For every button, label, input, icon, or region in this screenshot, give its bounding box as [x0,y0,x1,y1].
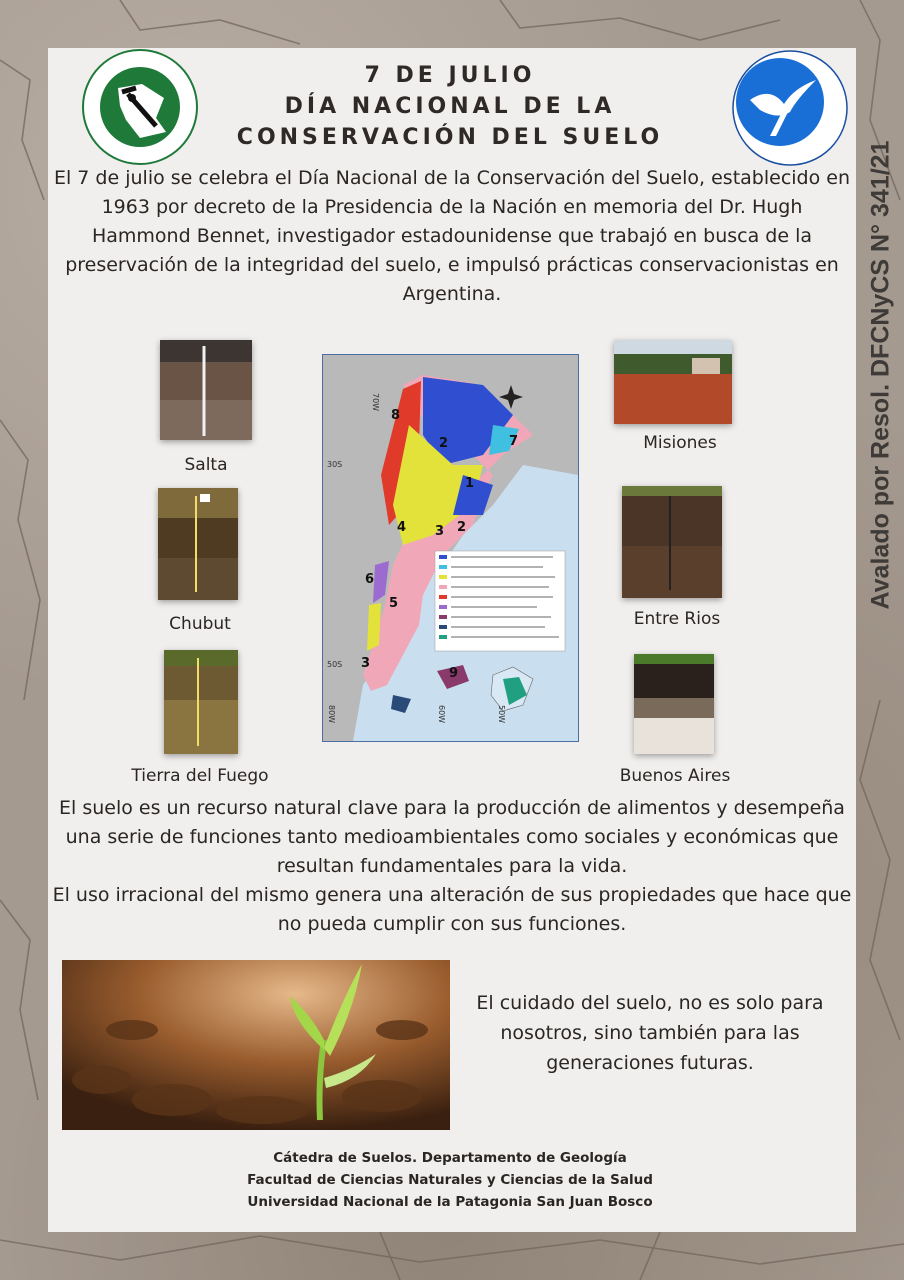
soil-photo-salta [160,340,252,440]
soil-photo-chubut [158,488,238,600]
side-label-text: Avalado por Resol. DFCNyCS N° 341/21 [866,140,895,610]
caption-salta: Salta [184,455,228,475]
map-region-5: 5 [389,596,399,611]
soil-photo-entre-rios [622,486,722,598]
map-lon-60w: 60W [437,705,446,724]
map-lat-50s: 50S [327,660,343,669]
map-region-2a: 2 [439,436,449,451]
body-paragraph [52,794,852,939]
soil-orders-map-image [323,355,578,741]
footer-line-2: Facultad de Ciencias Naturales y Ciencias de la Salud [247,1172,653,1188]
caption-buenos-aires: Buenos Aires [619,766,731,786]
map-region-9: 9 [449,666,459,681]
map-region-3b: 3 [361,656,371,671]
soil-photo-tierra-del-fuego [164,650,238,754]
title-line-3: CONSERVACIÓN DEL SUELO [236,125,664,150]
soil-profile-image [634,654,714,754]
map-region-3a: 3 [435,524,445,539]
soil-landscape-image [614,340,732,424]
sprout-photo [62,960,450,1130]
title-line-2: DÍA NACIONAL DE LA [284,94,616,119]
caption-tierra-del-fuego: Tierra del Fuego [131,766,269,786]
map-region-8: 8 [391,408,401,423]
closing-quote: El cuidado del suelo, no es solo para nosotros, sino también para las generaciones futuras. [476,992,824,1074]
soil-profile-image [158,488,238,600]
footer-credits [100,1147,800,1213]
albatross-seal-icon [730,48,850,168]
caption-entre-rios: Entre Rios [633,609,721,629]
body-paragraph-2: El uso irracional del mismo genera una alteración de sus propiedades que hace que no pueda cumplir con sus funciones. [52,884,852,935]
map-lat-30s: 30S [327,460,343,469]
soil-profile-image [160,340,252,440]
body-paragraph-1: El suelo es un recurso natural clave para la producción de alimentos y desempeña una serie de funciones tanto medioambientales como sociales y económicas que resultan fundamentales para la vida. [59,797,845,877]
soil-photo-buenos-aires [634,654,714,754]
caption-misiones: Misiones [643,433,717,453]
map-region-2b: 2 [457,520,467,535]
seedling-in-soil-image [62,960,450,1130]
soil-profile-image [164,650,238,754]
university-logo [730,48,850,168]
geology-department-logo [80,48,200,166]
footer-line-1: Cátedra de Suelos. Departamento de Geología [273,1150,627,1166]
caption-chubut: Chubut [169,614,231,634]
intro-paragraph: El 7 de julio se celebra el Día Nacional de la Conservación del Suelo, establecido en 1963 por decreto de la Presidencia de la Nación en memoria del Dr. Hugh Hammond Bennet, investigador estadounidense que trabajó en busca de la preservación de la integridad del suelo, e impulsó prácticas conservacionistas en Argentina. [53,167,850,305]
footer-line-3: Universidad Nacional de la Patagonia San Juan Bosco [247,1194,653,1210]
geology-seal-icon [80,48,200,166]
soil-photo-misiones [614,340,732,424]
soil-profile-image [622,486,722,598]
map-region-1: 1 [465,476,475,491]
map-lon-70w: 70W [371,393,380,412]
map-lon-50w: 50W [497,705,506,724]
page-title [200,60,700,153]
resolution-side-label [866,95,896,655]
argentina-soil-map [322,354,579,742]
map-region-7: 7 [509,434,519,449]
map-lon-80w: 80W [327,705,336,724]
map-region-4: 4 [397,520,407,535]
title-line-1: 7 DE JULIO [364,63,536,88]
map-region-6: 6 [365,572,375,587]
